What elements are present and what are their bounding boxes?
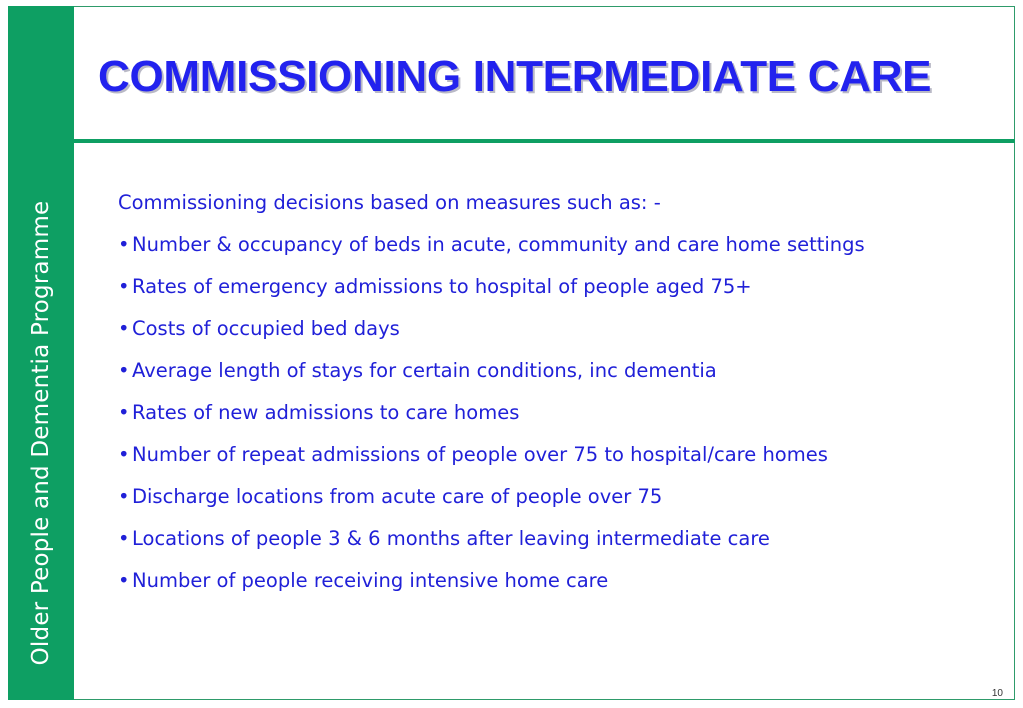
bullet-icon: • xyxy=(118,359,130,382)
intro-text: Commissioning decisions based on measures such as: - xyxy=(118,191,661,214)
bullet-icon: • xyxy=(118,443,130,466)
bullet-text: Costs of occupied bed days xyxy=(132,317,400,340)
slide-title: COMMISSIONING INTERMEDIATE CARE xyxy=(98,52,932,101)
bullet-item xyxy=(118,231,888,259)
bullet-icon: • xyxy=(118,485,130,508)
bullet-text: Rates of new admissions to care homes xyxy=(132,401,520,424)
bullet-item xyxy=(118,315,888,343)
bullet-item xyxy=(118,441,888,469)
bullet-icon: • xyxy=(118,275,130,298)
bullet-icon: • xyxy=(118,527,130,550)
slide-body xyxy=(118,189,888,609)
bullet-text: Number of repeat admissions of people over 75 to hospital/care homes xyxy=(132,443,828,466)
sidebar-label: Older People and Dementia Programme xyxy=(28,200,54,666)
bullet-icon: • xyxy=(118,233,130,256)
bullet-icon: • xyxy=(118,569,130,592)
bullet-text: Locations of people 3 & 6 months after leaving intermediate care xyxy=(132,527,770,550)
bullet-item xyxy=(118,483,888,511)
bullet-item xyxy=(118,357,888,385)
bullet-text: Average length of stays for certain conditions, inc dementia xyxy=(132,359,717,382)
bullet-text: Number of people receiving intensive home care xyxy=(132,569,609,592)
bullet-item xyxy=(118,273,888,301)
bullet-text: Discharge locations from acute care of people over 75 xyxy=(132,485,663,508)
bullet-icon: • xyxy=(118,401,130,424)
page-number: 10 xyxy=(991,688,1003,699)
bullet-icon: • xyxy=(118,317,130,340)
bullet-text: Rates of emergency admissions to hospital of people aged 75+ xyxy=(132,275,752,298)
bullet-item xyxy=(118,525,888,553)
title-divider xyxy=(74,139,1015,143)
bullet-item xyxy=(118,399,888,427)
bullet-text: Number & occupancy of beds in acute, community and care home settings xyxy=(132,233,865,256)
bullet-item xyxy=(118,567,888,595)
